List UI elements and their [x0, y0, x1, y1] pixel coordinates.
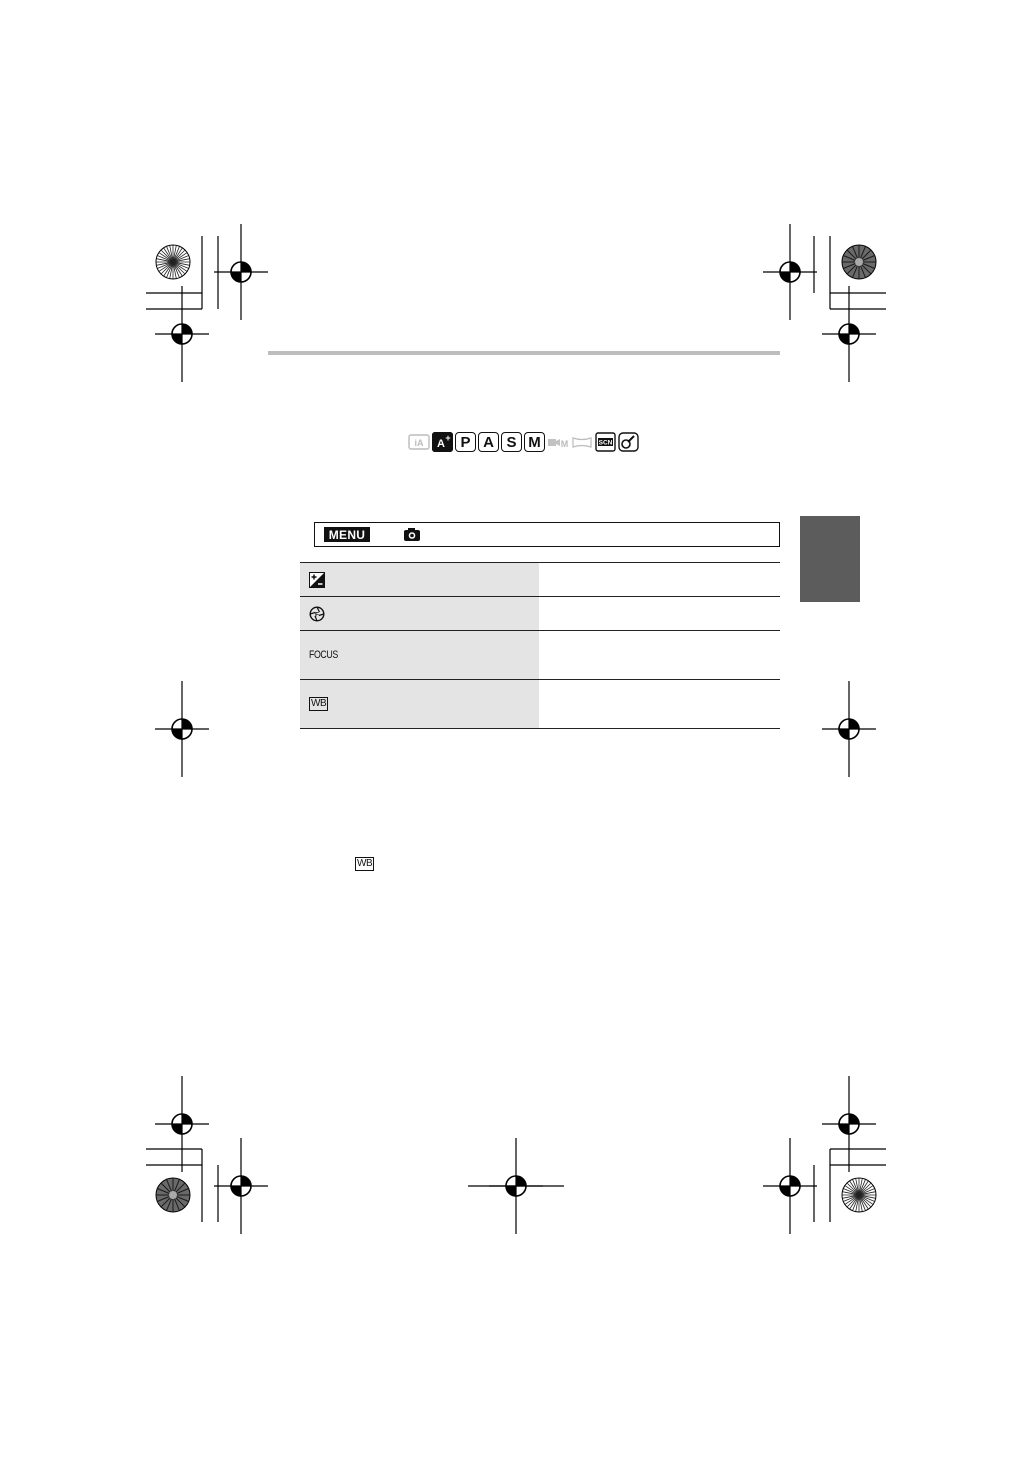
table-cell-value	[540, 631, 780, 679]
table-row	[300, 562, 780, 597]
svg-text:SCN: SCN	[598, 439, 613, 447]
svg-text:+: +	[445, 433, 451, 443]
manual-mode-icon: M	[524, 432, 545, 452]
table-row	[300, 597, 780, 631]
svg-text:A: A	[437, 438, 445, 450]
svg-text:M: M	[560, 439, 569, 449]
shutter-priority-icon: S	[501, 432, 522, 452]
svg-text:F: F	[315, 611, 319, 618]
scene-guide-icon	[595, 432, 616, 452]
panorama-icon	[571, 432, 593, 452]
recording-mode-icons	[408, 431, 639, 453]
aperture-icon	[309, 606, 325, 622]
table-row	[300, 680, 780, 729]
white-balance-icon: WB	[357, 858, 373, 869]
settings-table	[300, 562, 780, 729]
table-cell-setting	[300, 680, 540, 728]
intelligent-auto-icon	[408, 432, 430, 452]
table-row	[300, 631, 780, 680]
menu-badge: MENU	[324, 527, 370, 542]
camera-icon	[403, 527, 421, 542]
table-cell-value	[540, 597, 780, 630]
menu-path-bar	[314, 522, 780, 547]
focus-icon: FOCUS	[309, 649, 338, 661]
header-rule	[268, 351, 780, 355]
exposure-compensation-icon	[309, 572, 325, 588]
program-mode-icon: P	[455, 432, 476, 452]
intelligent-auto-plus-icon	[432, 432, 453, 452]
creative-control-icon	[618, 432, 639, 452]
table-cell-setting	[300, 597, 540, 630]
table-cell-value	[540, 680, 780, 728]
table-cell-setting	[300, 563, 540, 596]
creative-video-icon	[547, 432, 569, 452]
svg-text:iA: iA	[414, 438, 424, 448]
table-cell-setting	[300, 631, 540, 679]
table-cell-value	[540, 563, 780, 596]
chapter-tab	[800, 516, 860, 602]
white-balance-icon: WB	[311, 698, 327, 709]
aperture-priority-icon: A	[478, 432, 499, 452]
